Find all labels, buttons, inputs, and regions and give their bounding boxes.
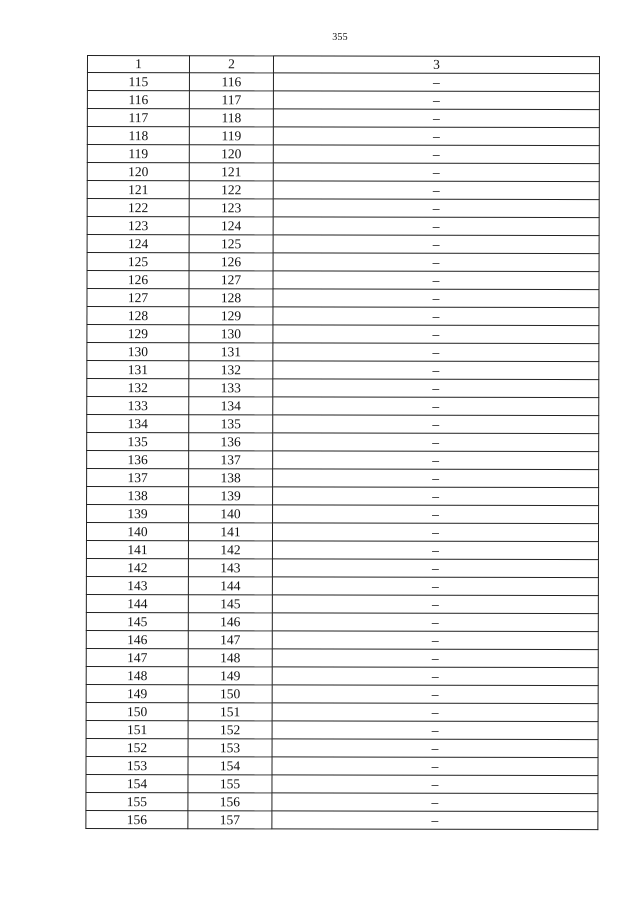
table-cell-col-2: 150 [188,685,272,703]
table-cell-col-1: 151 [86,720,188,738]
table-cell-col-1: 131 [87,361,189,379]
table-row [87,505,599,524]
table-cell-col-3: – [273,451,599,470]
table-cell-col-3: – [273,397,599,416]
table-row [86,774,598,793]
table-cell-col-1: 149 [86,684,188,702]
table-cell-col-2: 138 [189,469,273,487]
table-cell-col-1: 119 [87,145,189,163]
table-cell-col-3: – [273,307,599,326]
table-row [87,343,599,362]
table-cell-col-2: 152 [188,721,272,739]
table-cell-col-3: – [273,271,599,290]
table-cell-col-3: – [272,739,598,758]
table-cell-col-2: 140 [189,505,273,523]
table-row [86,630,598,649]
table-row [86,558,598,577]
table-row [87,487,599,506]
table-cell-col-3: – [273,415,599,434]
table-cell-col-3: – [273,217,599,236]
table-cell-col-2: 127 [189,271,273,289]
table-cell-col-2: 148 [188,649,272,667]
table-cell-col-3: – [273,379,599,398]
table-row [87,433,599,452]
table-row [86,684,598,703]
table-row [86,594,598,613]
table-cell-col-1: 124 [87,235,189,253]
table-cell-col-3: – [272,523,598,542]
table-cell-col-3: – [273,109,599,128]
table-cell-col-3: – [272,613,598,632]
header-row [87,56,599,74]
table-cell-col-3: – [273,469,599,488]
table-cell-col-2: 145 [188,595,272,613]
table-cell-col-2: 147 [188,631,272,649]
table-row [86,648,598,667]
table-row [87,361,599,380]
table-cell-col-1: 141 [86,541,188,559]
table-cell-col-3: – [273,181,599,200]
table-cell-col-1: 129 [87,325,189,343]
table-row [86,523,598,542]
table-cell-col-2: 121 [189,163,273,181]
table-cell-col-1: 139 [87,505,189,523]
table-cell-col-1: 153 [86,756,188,774]
table-row [87,145,599,164]
table-cell-col-3: – [273,199,599,218]
table-row [87,451,599,470]
table-row [86,612,598,631]
table-cell-col-1: 152 [86,738,188,756]
table-cell-col-2: 124 [189,217,273,235]
table-cell-col-2: 133 [189,379,273,397]
table-cell-col-1: 143 [86,576,188,594]
table-cell-col-1: 132 [87,379,189,397]
table-cell-col-1: 148 [86,666,188,684]
table-cell-col-1: 128 [87,307,189,325]
table-cell-col-1: 144 [86,594,188,612]
table-cell-col-1: 156 [86,810,188,828]
table-row [87,253,599,272]
table-cell-col-1: 115 [87,73,189,91]
table-cell-col-1: 135 [87,433,189,451]
table-cell-col-2: 157 [188,811,272,829]
table-row [86,541,598,560]
table-row [87,289,599,308]
table-row [86,720,598,739]
table-cell-col-3: – [273,73,599,92]
table-cell-col-1: 117 [87,109,189,127]
table-cell-col-1: 126 [87,271,189,289]
table-cell-col-1: 150 [86,702,188,720]
table-cell-col-3: – [272,541,598,560]
table-cell-col-1: 155 [86,792,188,810]
table-row [87,217,599,236]
table-row [86,666,598,685]
table-cell-col-2: 116 [189,73,273,91]
table-row [87,235,599,254]
table-cell-col-2: 149 [188,667,272,685]
table-cell-col-3: – [272,649,598,668]
table-row [87,379,599,398]
table-cell-col-2: 119 [189,127,273,145]
table-cell-col-2: 131 [189,343,273,361]
table-cell-col-3: – [272,667,598,686]
table-cell-col-2: 129 [189,307,273,325]
table-cell-col-2: 135 [189,415,273,433]
table-cell-col-2: 123 [189,199,273,217]
table-cell-col-1: 138 [87,487,189,505]
table-cell-col-2: 120 [189,145,273,163]
table-row [86,810,598,829]
table-cell-col-2: 126 [189,253,273,271]
table-cell-col-2: 141 [188,523,272,541]
table-row [87,199,599,218]
column-header-2: 2 [189,56,273,73]
table-row [87,127,599,146]
table-row [86,756,598,775]
table-cell-col-1: 122 [87,199,189,217]
table-cell-col-3: – [273,289,599,308]
table-row [87,397,599,416]
table-row [87,307,599,326]
table-cell-col-1: 154 [86,774,188,792]
table-row [87,469,599,488]
table-cell-col-1: 118 [87,127,189,145]
table-cell-col-3: – [273,487,599,506]
table-cell-col-3: – [272,685,598,704]
table-body [86,73,600,830]
table-cell-col-2: 134 [189,397,273,415]
table-cell-col-3: – [272,631,598,650]
table-cell-col-3: – [273,145,599,164]
table-row [87,181,599,200]
column-header-3: 3 [273,56,599,74]
table-cell-col-2: 156 [188,793,272,811]
table-row [87,91,599,110]
table-cell-col-1: 134 [87,415,189,433]
table-cell-col-1: 146 [86,630,188,648]
table-cell-col-3: – [272,793,598,812]
table-cell-col-3: – [273,91,599,110]
table-row [87,415,599,434]
table-cell-col-1: 130 [87,343,189,361]
table-header [87,56,599,74]
table-row [87,73,599,92]
table-cell-col-1: 133 [87,397,189,415]
table-cell-col-2: 137 [189,451,273,469]
table-cell-col-1: 116 [87,91,189,109]
table-cell-col-2: 146 [188,613,272,631]
table-cell-col-3: – [273,325,599,344]
table-cell-col-1: 123 [87,217,189,235]
table-cell-col-3: – [272,721,598,740]
table-cell-col-2: 118 [189,109,273,127]
table-cell-col-3: – [273,253,599,272]
table-cell-col-2: 154 [188,757,272,775]
table-cell-col-2: 136 [189,433,273,451]
table-cell-col-3: – [272,775,598,794]
table-cell-col-3: – [272,577,598,596]
table-row [86,702,598,721]
table-cell-col-1: 142 [86,558,188,576]
page-number: 355 [332,32,348,43]
table-cell-col-1: 121 [87,181,189,199]
table-cell-col-2: 155 [188,775,272,793]
table-cell-col-2: 130 [189,325,273,343]
table-cell-col-2: 153 [188,739,272,757]
table-cell-col-1: 137 [87,469,189,487]
table-cell-col-1: 120 [87,163,189,181]
table-row [87,163,599,182]
table-cell-col-3: – [273,343,599,362]
table-cell-col-3: – [273,361,599,380]
data-table [85,55,600,830]
table-row [87,271,599,290]
table-cell-col-3: – [273,127,599,146]
table-cell-col-1: 136 [87,451,189,469]
table-cell-col-3: – [273,505,599,524]
table-cell-col-3: – [272,757,598,776]
table-cell-col-3: – [272,811,598,830]
table-cell-col-2: 122 [189,181,273,199]
table-cell-col-3: – [272,595,598,614]
table-cell-col-1: 125 [87,253,189,271]
table-cell-col-2: 117 [189,91,273,109]
table-cell-col-2: 139 [189,487,273,505]
table-cell-col-3: – [272,559,598,578]
table-row [86,738,598,757]
table-cell-col-1: 140 [86,523,188,541]
table-cell-col-3: – [273,433,599,452]
table-row [87,325,599,344]
table-cell-col-2: 128 [189,289,273,307]
column-header-1: 1 [87,56,189,73]
table-cell-col-2: 125 [189,235,273,253]
table-row [86,792,598,811]
table-cell-col-3: – [272,703,598,722]
table-cell-col-2: 142 [188,541,272,559]
table-cell-col-1: 147 [86,648,188,666]
table-cell-col-2: 151 [188,703,272,721]
table-cell-col-1: 145 [86,612,188,630]
table-cell-col-3: – [273,163,599,182]
table-cell-col-3: – [273,235,599,254]
table-cell-col-1: 127 [87,289,189,307]
table-cell-col-2: 132 [189,361,273,379]
table-row [87,109,599,128]
table-cell-col-2: 144 [188,577,272,595]
table-cell-col-2: 143 [188,559,272,577]
table-row [86,576,598,595]
